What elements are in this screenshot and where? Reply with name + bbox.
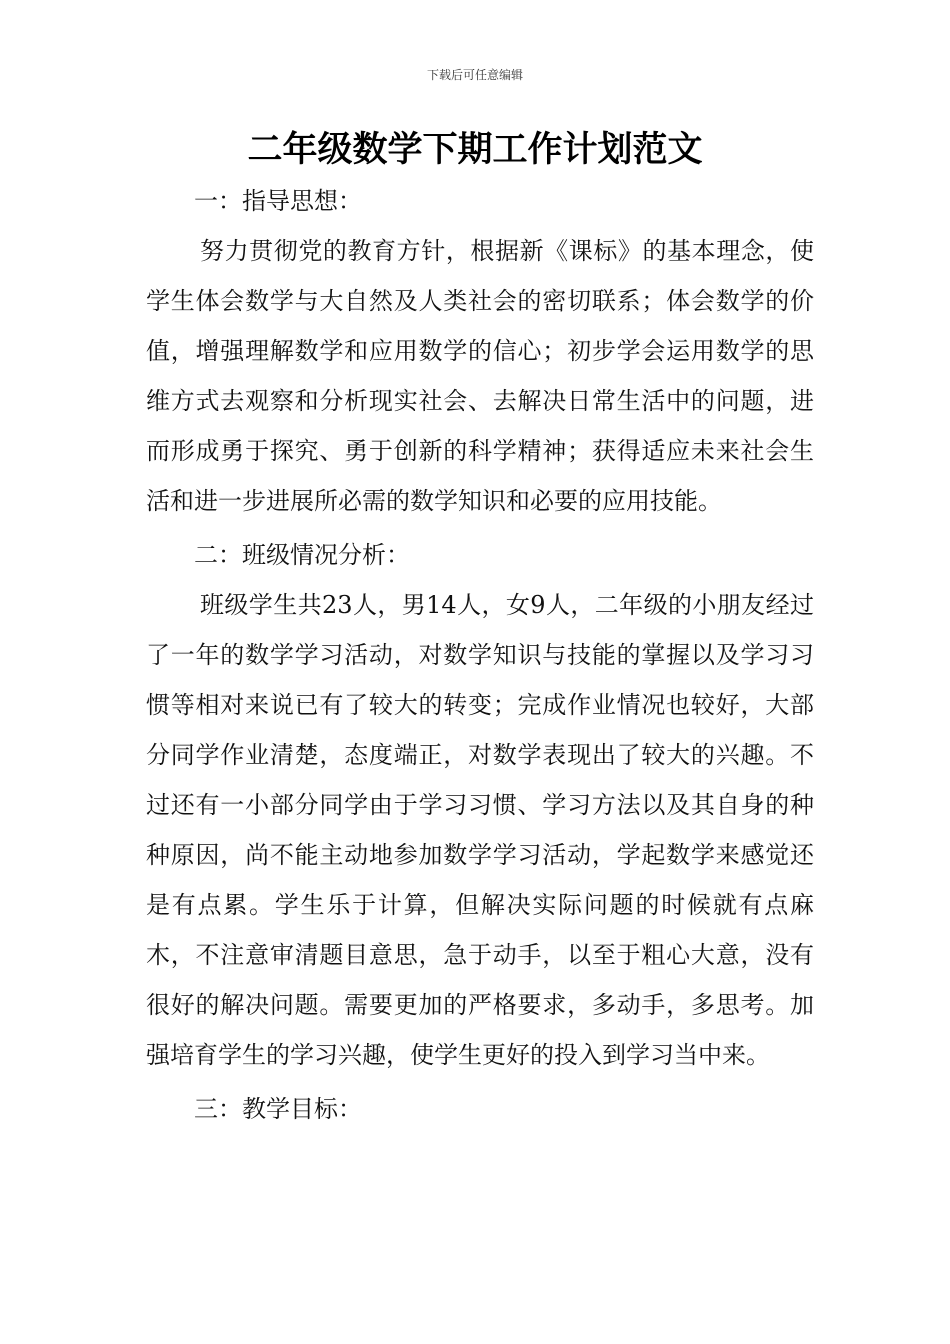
section-heading-guiding-ideology: 一：指导思想： <box>194 187 362 215</box>
section-body-guiding-ideology: 努力贯彻党的教育方针，根据新《课标》的基本理念，使学生体会数学与大自然及人类社会的密切联系；体会数学的价值，增强理解数学和应用数学的信心；初步学会运用数学的思维方式去观察和分析现实社会、去解决日常生活中的问题，进而形成勇于探究、勇于创新的科学精神；获得适应未来社会生活和进一步进展所必需的数学知识和必要的应用技能。 <box>146 237 814 515</box>
document-body <box>146 176 814 1134</box>
header-watermark: 下载后可任意编辑 <box>426 68 523 82</box>
section-heading-class-analysis: 二：班级情况分析： <box>194 541 410 569</box>
section-body-class-analysis: 班级学生共23人，男14人，女9人，二年级的小朋友经过了一年的数学学习活动，对数学知识与技能的掌握以及学习习惯等相对来说已有了较大的转变；完成作业情况也较好，大部分同学作业清楚，态度端正，对数学表现出了较大的兴趣。不过还有一小部分同学由于学习习惯、学习方法以及其自身的种种原因，尚不能主动地参加数学学习活动，学起数学来感觉还是有点累。学生乐于计算，但解决实际问题的时候就有点麻木，不注意审清题目意思，急于动手，以至于粗心大意，没有很好的解决问题。需要更加的严格要求，多动手，多思考。加强培育学生的学习兴趣，使学生更好的投入到学习当中来。 <box>146 591 814 1069</box>
document-title: 二年级数学下期工作计划范文 <box>247 130 703 170</box>
section-heading-teaching-goals: 三：教学目标： <box>194 1095 362 1123</box>
